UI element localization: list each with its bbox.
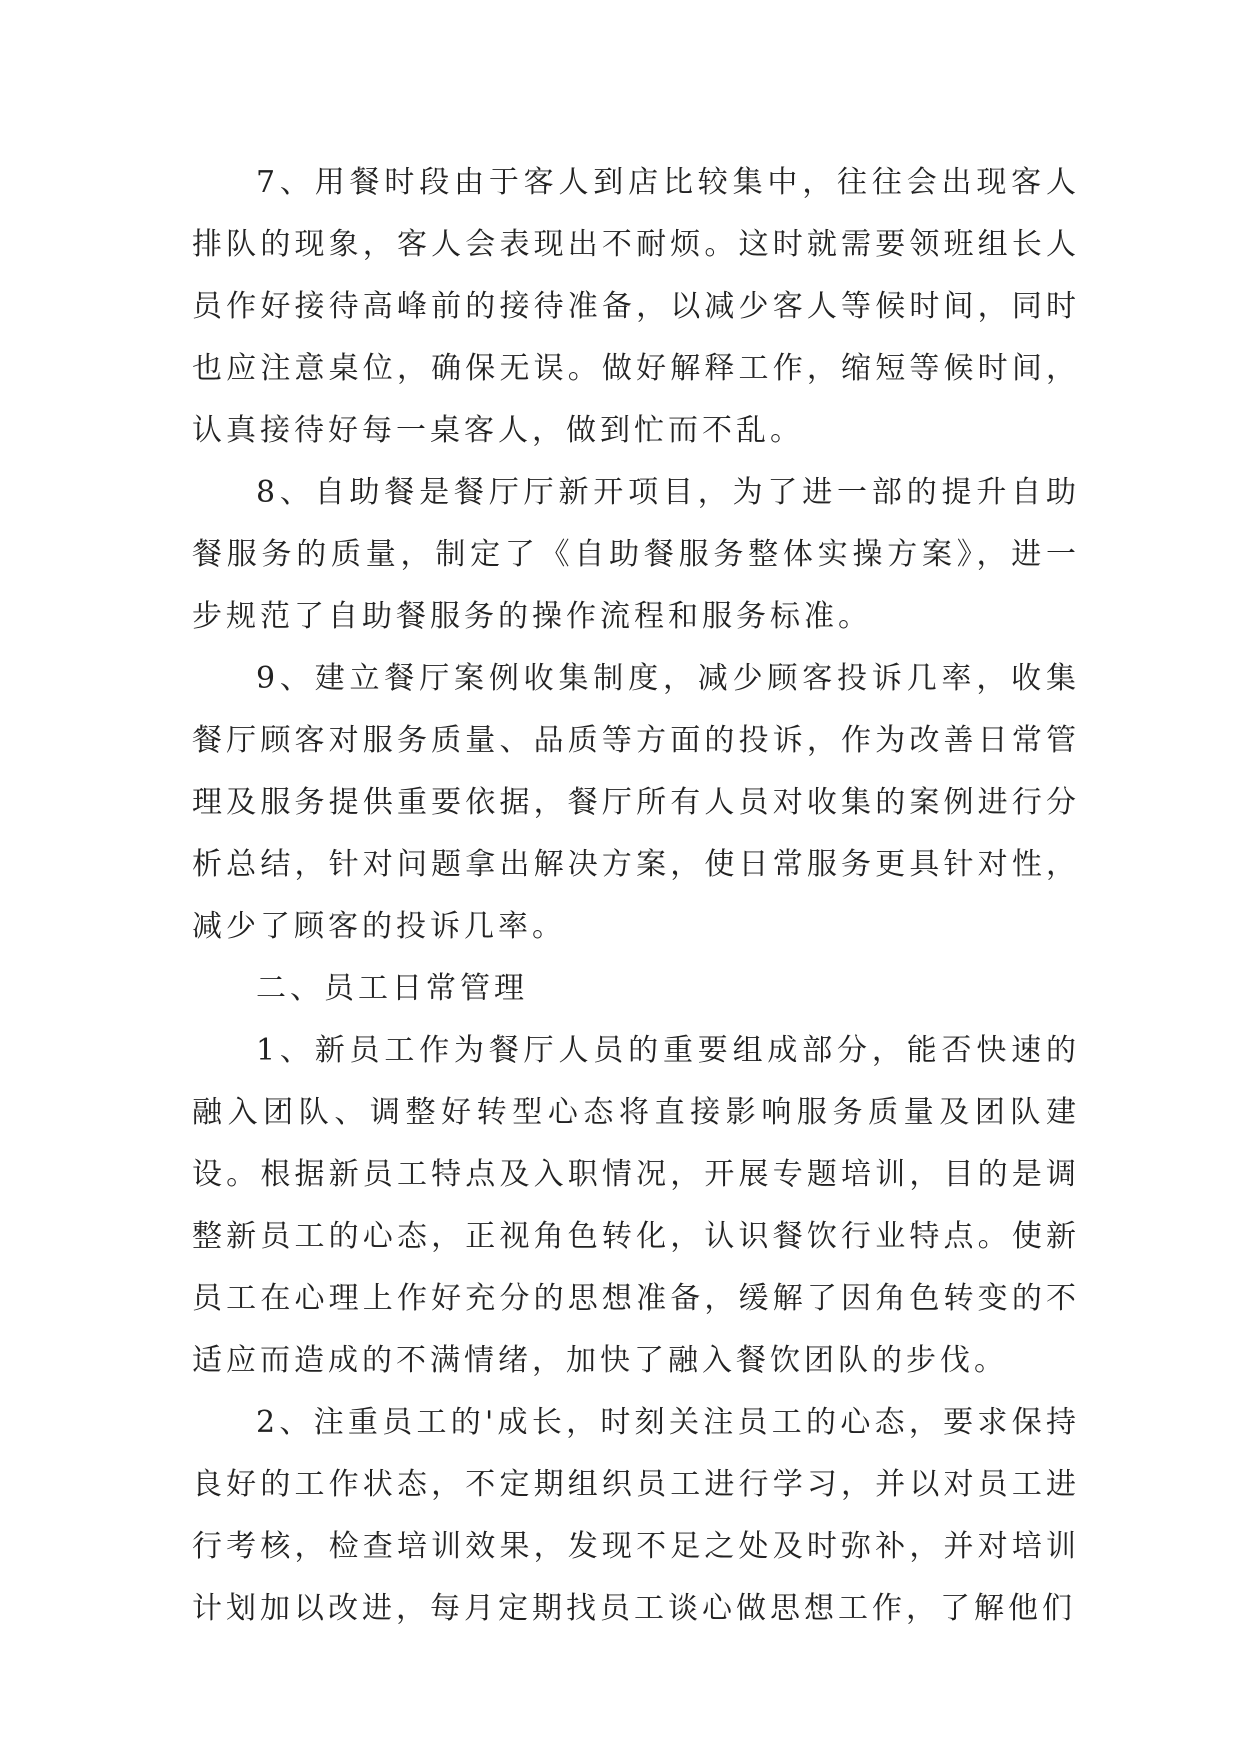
paragraph-item-8: 8、自助餐是餐厅厅新开项目，为了进一部的提升自助餐服务的质量，制定了《自助餐服务整体实操方案》，进一步规范了自助餐服务的操作流程和服务标准。 [192, 475, 1080, 634]
section-heading-staff-management: 二、员工日常管理 [256, 971, 528, 1006]
document-body [192, 152, 1080, 1640]
paragraph-item-7: 7、用餐时段由于客人到店比较集中，往往会出现客人排队的现象，客人会表现出不耐烦。这时就需要领班组长人员作好接待高峰前的接待准备，以减少客人等候时间，同时也应注意桌位，确保无误。做好解释工作，缩短等候时间，认真接待好每一桌客人，做到忙而不乱。 [192, 165, 1080, 448]
paragraph-item-9: 9、建立餐厅案例收集制度，减少顾客投诉几率，收集餐厅顾客对服务质量、品质等方面的投诉，作为改善日常管理及服务提供重要依据，餐厅所有人员对收集的案例进行分析总结，针对问题拿出解决方案，使日常服务更具针对性，减少了顾客的投诉几率。 [192, 661, 1080, 944]
paragraph-item-2: 2、注重员工的'成长，时刻关注员工的心态，要求保持良好的工作状态，不定期组织员工进行学习，并以对员工进行考核，检查培训效果，发现不足之处及时弥补，并对培训计划加以改进，每月定期找员工谈心做思想工作，了解他们 [192, 1405, 1080, 1626]
paragraph-item-1: 1、新员工作为餐厅人员的重要组成部分，能否快速的融入团队、调整好转型心态将直接影响服务质量及团队建设。根据新员工特点及入职情况，开展专题培训，目的是调整新员工的心态，正视角色转化，认识餐饮行业特点。使新员工在心理上作好充分的思想准备，缓解了因角色转变的不适应而造成的不满情绪，加快了融入餐饮团队的步伐。 [192, 1033, 1080, 1378]
